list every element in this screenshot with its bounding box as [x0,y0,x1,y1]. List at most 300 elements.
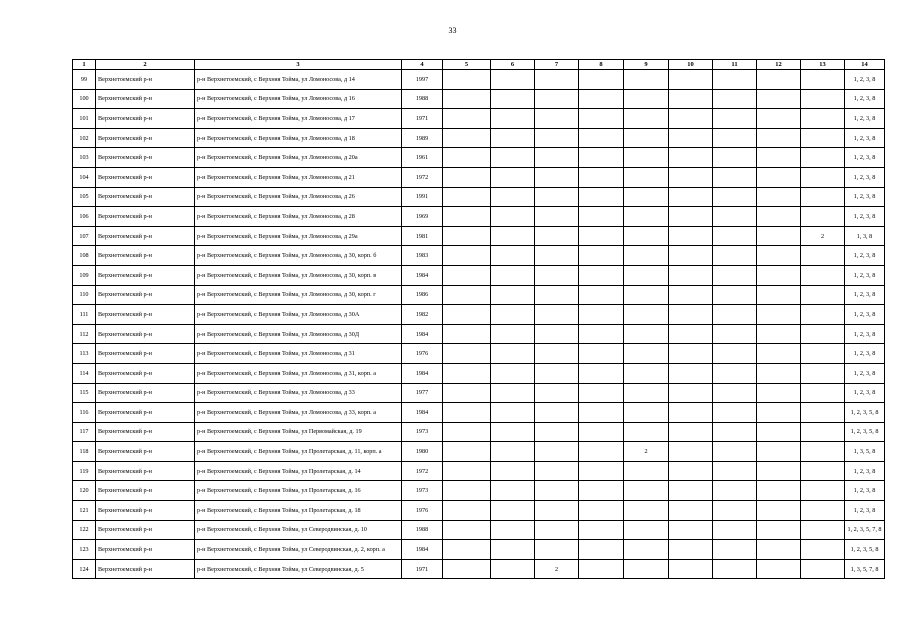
table-row [73,344,885,364]
col7-cell [535,207,579,227]
col13-cell [801,403,845,423]
col12-cell [757,403,801,423]
row-number: 119 [73,461,96,481]
col12-cell [757,167,801,187]
col7-cell [535,442,579,462]
col7-cell [535,148,579,168]
col14-cell: 1, 2, 3, 5, 8 [845,540,885,560]
col9-cell [624,403,669,423]
col5-cell [443,305,491,325]
district-cell: Верхнетоемский р-н [96,148,195,168]
col12-cell [757,442,801,462]
col8-cell [579,442,624,462]
col7-cell [535,344,579,364]
col10-cell [669,422,713,442]
col7-cell [535,167,579,187]
table-row [73,520,885,540]
district-cell: Верхнетоемский р-н [96,187,195,207]
col13-cell [801,70,845,90]
col7-cell [535,363,579,383]
col5-cell [443,403,491,423]
col9-cell [624,167,669,187]
address-cell: р-н Верхнетоемский, с Верхняя Тойма, ул Ломоносова, д 30Д [195,324,402,344]
table-row [73,285,885,305]
col6-cell [491,520,535,540]
col12-cell [757,128,801,148]
col10-cell [669,70,713,90]
col10-cell [669,167,713,187]
col6-cell [491,403,535,423]
col13-cell [801,207,845,227]
col6-cell [491,128,535,148]
address-cell: р-н Верхнетоемский, с Верхняя Тойма, ул Ломоносова, д 30, корп. г [195,285,402,305]
col8-cell [579,226,624,246]
col6-cell [491,383,535,403]
col11-cell [713,148,757,168]
col6-cell [491,285,535,305]
col5-cell [443,70,491,90]
col6-cell [491,89,535,109]
table-row [73,109,885,129]
col12-cell [757,520,801,540]
table-row [73,422,885,442]
year-cell: 1971 [402,109,443,129]
col9-cell [624,246,669,266]
col5-cell [443,128,491,148]
col14-cell: 1, 2, 3, 8 [845,324,885,344]
col7-cell [535,324,579,344]
table-body [73,70,885,579]
col11-cell [713,187,757,207]
column-header-4: 4 [402,60,443,70]
district-cell: Верхнетоемский р-н [96,324,195,344]
col5-cell [443,461,491,481]
col9-cell [624,128,669,148]
col12-cell [757,70,801,90]
col12-cell [757,285,801,305]
col13-cell [801,109,845,129]
col8-cell [579,148,624,168]
page-number: 33 [448,26,457,35]
row-number: 116 [73,403,96,423]
col6-cell [491,363,535,383]
col11-cell [713,481,757,501]
col14-cell: 1, 2, 3, 8 [845,383,885,403]
col14-cell: 1, 3, 8 [845,226,885,246]
table-row [73,540,885,560]
district-cell: Верхнетоемский р-н [96,285,195,305]
col11-cell [713,305,757,325]
district-cell: Верхнетоемский р-н [96,109,195,129]
col11-cell [713,363,757,383]
col9-cell [624,481,669,501]
col10-cell [669,501,713,521]
year-cell: 1984 [402,363,443,383]
col6-cell [491,540,535,560]
row-number: 112 [73,324,96,344]
col12-cell [757,305,801,325]
col7-cell [535,481,579,501]
column-header-11: 11 [713,60,757,70]
address-cell: р-н Верхнетоемский, с Верхняя Тойма, ул Ломоносова, д 33, корп. а [195,403,402,423]
row-number: 102 [73,128,96,148]
address-cell: р-н Верхнетоемский, с Верхняя Тойма, ул Ломоносова, д 31, корп. а [195,363,402,383]
col10-cell [669,128,713,148]
col13-cell [801,305,845,325]
col12-cell [757,383,801,403]
col9-cell [624,207,669,227]
col6-cell [491,501,535,521]
col6-cell [491,70,535,90]
col14-cell: 1, 2, 3, 5, 8 [845,422,885,442]
address-cell: р-н Верхнетоемский, с Верхняя Тойма, ул Ломоносова, д 28 [195,207,402,227]
col9-cell [624,226,669,246]
col6-cell [491,265,535,285]
col8-cell [579,246,624,266]
col9-cell [624,148,669,168]
col10-cell [669,461,713,481]
col5-cell [443,540,491,560]
address-cell: р-н Верхнетоемский, с Верхняя Тойма, ул Ломоносова, д 30, корп. б [195,246,402,266]
table-row [73,226,885,246]
col10-cell [669,383,713,403]
col8-cell [579,461,624,481]
column-header-10: 10 [669,60,713,70]
col7-cell [535,403,579,423]
col12-cell [757,501,801,521]
col5-cell [443,422,491,442]
year-cell: 1984 [402,403,443,423]
row-number: 111 [73,305,96,325]
table-row [73,265,885,285]
col13-cell [801,363,845,383]
col13-cell [801,481,845,501]
address-cell: р-н Верхнетоемский, с Верхняя Тойма, ул Пролетарская, д. 18 [195,501,402,521]
col7-cell [535,305,579,325]
col10-cell [669,265,713,285]
col11-cell [713,265,757,285]
col9-cell [624,540,669,560]
col10-cell [669,89,713,109]
col12-cell [757,422,801,442]
address-cell: р-н Верхнетоемский, с Верхняя Тойма, ул Ломоносова, д 17 [195,109,402,129]
col14-cell: 1, 3, 5, 8 [845,442,885,462]
column-header-3: 3 [195,60,402,70]
col8-cell [579,187,624,207]
col6-cell [491,226,535,246]
col14-cell: 1, 2, 3, 8 [845,148,885,168]
year-cell: 1981 [402,226,443,246]
col12-cell [757,148,801,168]
address-cell: р-н Верхнетоемский, с Верхняя Тойма, ул Ломоносова, д 29а [195,226,402,246]
col11-cell [713,285,757,305]
col14-cell: 1, 2, 3, 8 [845,481,885,501]
year-cell: 1961 [402,148,443,168]
col11-cell [713,501,757,521]
year-cell: 1991 [402,187,443,207]
district-cell: Верхнетоемский р-н [96,89,195,109]
table-row [73,461,885,481]
col10-cell [669,442,713,462]
row-number: 100 [73,89,96,109]
column-header-7: 7 [535,60,579,70]
col6-cell [491,324,535,344]
col14-cell: 1, 2, 3, 8 [845,70,885,90]
col12-cell [757,481,801,501]
district-cell: Верхнетоемский р-н [96,167,195,187]
col12-cell [757,187,801,207]
row-number: 122 [73,520,96,540]
district-cell: Верхнетоемский р-н [96,520,195,540]
col10-cell [669,324,713,344]
district-cell: Верхнетоемский р-н [96,265,195,285]
row-number: 101 [73,109,96,129]
table-row [73,481,885,501]
registry-table [72,59,885,579]
col9-cell [624,89,669,109]
col14-cell: 1, 2, 3, 8 [845,363,885,383]
col12-cell [757,540,801,560]
table-row [73,128,885,148]
col12-cell [757,226,801,246]
col11-cell [713,207,757,227]
col8-cell [579,344,624,364]
row-number: 99 [73,70,96,90]
col12-cell [757,559,801,579]
col8-cell [579,285,624,305]
year-cell: 1984 [402,265,443,285]
col14-cell: 1, 2, 3, 8 [845,344,885,364]
row-number: 115 [73,383,96,403]
col5-cell [443,481,491,501]
district-cell: Верхнетоемский р-н [96,246,195,266]
col9-cell [624,70,669,90]
district-cell: Верхнетоемский р-н [96,481,195,501]
col14-cell: 1, 2, 3, 8 [845,128,885,148]
col13-cell [801,442,845,462]
col6-cell [491,344,535,364]
col6-cell [491,246,535,266]
row-number: 108 [73,246,96,266]
col10-cell [669,207,713,227]
year-cell: 1989 [402,128,443,148]
district-cell: Верхнетоемский р-н [96,540,195,560]
row-number: 124 [73,559,96,579]
col11-cell [713,461,757,481]
col5-cell [443,344,491,364]
district-cell: Верхнетоемский р-н [96,70,195,90]
column-header-9: 9 [624,60,669,70]
col12-cell [757,461,801,481]
col5-cell [443,226,491,246]
year-cell: 1982 [402,305,443,325]
row-number: 120 [73,481,96,501]
col7-cell [535,265,579,285]
col12-cell [757,324,801,344]
table-row [73,559,885,579]
col7-cell [535,70,579,90]
col12-cell [757,363,801,383]
col13-cell [801,559,845,579]
year-cell: 1969 [402,207,443,227]
col5-cell [443,324,491,344]
address-cell: р-н Верхнетоемский, с Верхняя Тойма, ул Пролетарская, д. 14 [195,461,402,481]
district-cell: Верхнетоемский р-н [96,128,195,148]
row-number: 110 [73,285,96,305]
col10-cell [669,520,713,540]
table-row [73,148,885,168]
col11-cell [713,422,757,442]
year-cell: 1986 [402,285,443,305]
table-row [73,305,885,325]
col14-cell: 1, 2, 3, 8 [845,285,885,305]
table-row [73,501,885,521]
col5-cell [443,167,491,187]
col13-cell [801,344,845,364]
col11-cell [713,128,757,148]
table-row [73,403,885,423]
col13-cell: 2 [801,226,845,246]
year-cell: 1988 [402,89,443,109]
district-cell: Верхнетоемский р-н [96,422,195,442]
col9-cell [624,559,669,579]
col6-cell [491,442,535,462]
col6-cell [491,481,535,501]
district-cell: Верхнетоемский р-н [96,344,195,364]
table-row [73,442,885,462]
col13-cell [801,167,845,187]
col11-cell [713,442,757,462]
address-cell: р-н Верхнетоемский, с Верхняя Тойма, ул Ломоносова, д 26 [195,187,402,207]
col11-cell [713,540,757,560]
col8-cell [579,520,624,540]
col11-cell [713,246,757,266]
column-header-8: 8 [579,60,624,70]
col13-cell [801,461,845,481]
year-cell: 1973 [402,481,443,501]
year-cell: 1972 [402,461,443,481]
col7-cell [535,246,579,266]
col5-cell [443,109,491,129]
col5-cell [443,285,491,305]
col8-cell [579,70,624,90]
col7-cell [535,383,579,403]
col14-cell: 1, 2, 3, 8 [845,207,885,227]
col8-cell [579,363,624,383]
col9-cell [624,285,669,305]
col8-cell [579,540,624,560]
year-cell: 1984 [402,324,443,344]
year-cell: 1997 [402,70,443,90]
district-cell: Верхнетоемский р-н [96,403,195,423]
col5-cell [443,187,491,207]
col14-cell: 1, 2, 3, 8 [845,167,885,187]
col11-cell [713,167,757,187]
col14-cell: 1, 2, 3, 8 [845,501,885,521]
address-cell: р-н Верхнетоемский, с Верхняя Тойма, ул Ломоносова, д 33 [195,383,402,403]
col10-cell [669,187,713,207]
col13-cell [801,285,845,305]
col6-cell [491,167,535,187]
address-cell: р-н Верхнетоемский, с Верхняя Тойма, ул Пролетарская, д. 16 [195,481,402,501]
col10-cell [669,344,713,364]
col11-cell [713,89,757,109]
col8-cell [579,501,624,521]
col5-cell [443,501,491,521]
col9-cell: 2 [624,442,669,462]
col10-cell [669,363,713,383]
table-row [73,207,885,227]
table-row [73,324,885,344]
row-number: 113 [73,344,96,364]
col8-cell [579,305,624,325]
col14-cell: 1, 2, 3, 5, 8 [845,403,885,423]
col13-cell [801,383,845,403]
year-cell: 1983 [402,246,443,266]
row-number: 106 [73,207,96,227]
col6-cell [491,148,535,168]
col7-cell [535,540,579,560]
col5-cell [443,246,491,266]
col12-cell [757,207,801,227]
district-cell: Верхнетоемский р-н [96,207,195,227]
col9-cell [624,265,669,285]
col7-cell [535,128,579,148]
col10-cell [669,226,713,246]
col9-cell [624,187,669,207]
column-header-13: 13 [801,60,845,70]
col9-cell [624,461,669,481]
col13-cell [801,540,845,560]
address-cell: р-н Верхнетоемский, с Верхняя Тойма, ул Ломоносова, д 21 [195,167,402,187]
table-row [73,187,885,207]
address-cell: р-н Верхнетоемский, с Верхняя Тойма, ул Ломоносова, д 18 [195,128,402,148]
col12-cell [757,265,801,285]
address-cell: р-н Верхнетоемский, с Верхняя Тойма, ул Первомайская, д. 19 [195,422,402,442]
col14-cell: 1, 2, 3, 5, 7, 8 [845,520,885,540]
table-header-row [73,60,885,70]
year-cell: 1972 [402,167,443,187]
district-cell: Верхнетоемский р-н [96,501,195,521]
col9-cell [624,305,669,325]
col6-cell [491,207,535,227]
col10-cell [669,540,713,560]
col7-cell [535,285,579,305]
col14-cell: 1, 2, 3, 8 [845,265,885,285]
col10-cell [669,109,713,129]
col8-cell [579,128,624,148]
col13-cell [801,128,845,148]
col7-cell [535,422,579,442]
col13-cell [801,501,845,521]
col12-cell [757,246,801,266]
col8-cell [579,481,624,501]
col14-cell: 1, 2, 3, 8 [845,109,885,129]
col6-cell [491,109,535,129]
column-header-2: 2 [96,60,195,70]
col14-cell: 1, 2, 3, 8 [845,461,885,481]
col10-cell [669,285,713,305]
year-cell: 1977 [402,383,443,403]
col13-cell [801,265,845,285]
col5-cell [443,265,491,285]
col8-cell [579,324,624,344]
col7-cell [535,109,579,129]
col13-cell [801,520,845,540]
col13-cell [801,148,845,168]
col7-cell [535,461,579,481]
column-header-6: 6 [491,60,535,70]
